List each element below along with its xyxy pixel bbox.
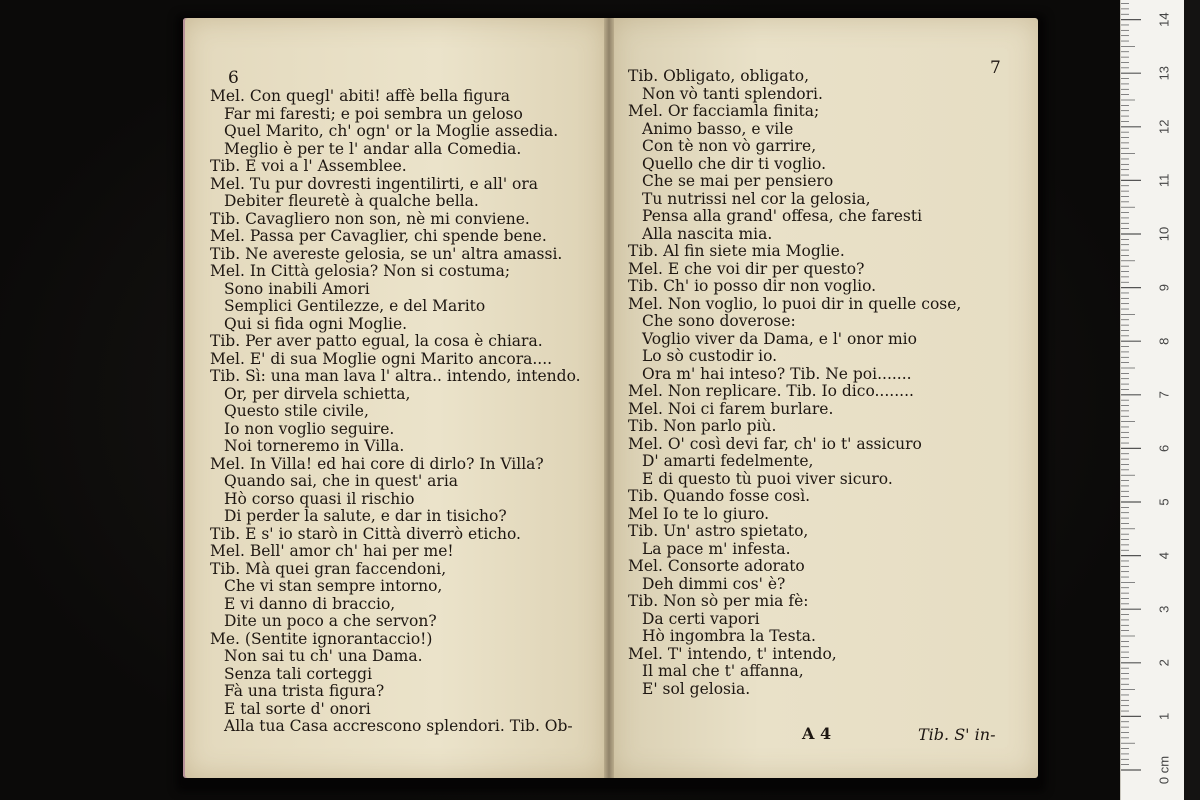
ruler-label: 4 xyxy=(1156,551,1172,560)
text-line: Che sono doverose: xyxy=(642,312,796,330)
text-line: Tib. Obligato, obligato, xyxy=(628,67,810,85)
text-line: Voglio viver da Dama, e l' onor mio xyxy=(642,329,917,348)
text-line: Mel. E che voi dir per questo? xyxy=(628,259,865,278)
ruler-label: 6 xyxy=(1156,444,1172,453)
text-line: Ora m' hai inteso? Tib. Ne poi....... xyxy=(642,364,912,383)
text-line: Tib. E voi a l' Assemblee. xyxy=(210,157,407,175)
text-line: Non sai tu ch' una Dama. xyxy=(224,647,423,665)
text-line: Tib. Sì: una man lava l' altra.. intendo, intendo. xyxy=(210,367,581,385)
text-line: Semplici Gentilezze, e del Marito xyxy=(224,297,486,315)
text-line: La pace m' infesta. xyxy=(642,539,791,558)
text-line: Mel. Passa per Cavaglier, chi spende bene. xyxy=(210,227,547,245)
book-gutter xyxy=(604,18,614,778)
text-line: Mel Io te lo giuro. xyxy=(628,504,770,523)
text-line: Me. (Sentite ignorantaccio!) xyxy=(210,629,433,648)
text-line: Alla tua Casa accrescono splendori. Tib. Ob- xyxy=(224,717,573,735)
signature-mark: A 4 xyxy=(802,724,832,743)
text-line: Che se mai per pensiero xyxy=(642,172,834,190)
text-line: Quello che dir ti voglio. xyxy=(642,154,827,173)
ruler-label: 5 xyxy=(1156,498,1172,506)
text-line: Noi torneremo in Villa. xyxy=(224,437,405,455)
text-line: Dite un poco a che servon? xyxy=(224,612,437,630)
ruler-label: 9 xyxy=(1156,283,1172,292)
text-line: Mel. T' intendo, t' intendo, xyxy=(628,644,837,663)
text-line: Lo sò custodir io. xyxy=(642,347,778,365)
text-line: Alla nascita mia. xyxy=(642,224,773,243)
text-line: Animo basso, e vile xyxy=(642,119,794,138)
text-line: Mel. Consorte adorato xyxy=(628,557,805,575)
ruler-label: 3 xyxy=(1156,605,1172,613)
text-line: Mel. In Città gelosia? Non si costuma; xyxy=(210,262,511,280)
right-page-text xyxy=(628,68,961,698)
text-line: Con tè non vò garrire, xyxy=(642,137,817,155)
text-line: Tib. Al fin siete mia Moglie. xyxy=(628,242,845,260)
text-line: Tib. Mà quei gran faccendoni, xyxy=(210,559,447,578)
text-line: Quando sai, che in quest' aria xyxy=(224,472,459,490)
text-line: Hò ingombra la Testa. xyxy=(642,627,816,645)
text-line: Tib. Ne avereste gelosia, se un' altra amassi. xyxy=(210,244,563,263)
text-line: Mel. Or facciamla finita; xyxy=(628,102,820,120)
ruler-label: 1 xyxy=(1156,712,1172,721)
ruler-label: 0 cm xyxy=(1156,755,1172,785)
text-line: Che vi stan sempre intorno, xyxy=(224,577,443,595)
text-line: Pensa alla grand' offesa, che faresti xyxy=(642,207,923,225)
text-line: Hò corso quasi il rischio xyxy=(224,489,415,508)
ruler-edge xyxy=(1184,0,1200,800)
text-line: Il mal che t' affanna, xyxy=(642,662,804,680)
ruler-label: 2 xyxy=(1156,659,1172,667)
text-line: Sono inabili Amori xyxy=(224,279,370,298)
ruler-scale xyxy=(1121,0,1185,800)
text-line: Mel. O' così devi far, ch' io t' assicuro xyxy=(628,434,922,453)
catchword: Tib. S' in- xyxy=(918,725,996,744)
ruler-label: 7 xyxy=(1156,391,1172,399)
ruler-label: 11 xyxy=(1156,173,1172,188)
text-line: Quel Marito, ch' ogn' or la Moglie assedia. xyxy=(224,122,559,140)
text-line: Fà una trista figura? xyxy=(224,682,385,700)
text-line: E' sol gelosia. xyxy=(642,679,751,698)
text-line: Qui si fida ogni Moglie. xyxy=(224,314,408,333)
left-page-text xyxy=(210,88,581,736)
text-line: E vi danno di braccio, xyxy=(224,594,396,613)
text-line: Mel. Non replicare. Tib. Io dico........ xyxy=(628,382,914,400)
text-line: Da certi vapori xyxy=(642,609,760,628)
text-line: Tu nutrissi nel cor la gelosia, xyxy=(642,189,871,208)
text-line: Tib. E s' io starò in Città diverrò eticho. xyxy=(210,524,521,543)
text-line: Far mi faresti; e poi sembra un geloso xyxy=(224,104,523,123)
text-line: Tib. Quando fosse così. xyxy=(628,487,811,505)
text-line: Tib. Non parlo più. xyxy=(628,417,777,435)
ruler-label: 10 xyxy=(1156,226,1172,242)
ruler-label: 14 xyxy=(1156,12,1172,27)
text-line: Mel. Non voglio, lo puoi dir in quelle cose, xyxy=(628,294,962,313)
text-line: Io non voglio seguire. xyxy=(224,419,395,438)
text-line: Debiter fleuretè à qualche bella. xyxy=(224,192,479,210)
text-line: Senza tali corteggi xyxy=(224,664,373,683)
text-line: Deh dimmi cos' è? xyxy=(642,574,786,593)
text-line: Tib. Ch' io posso dir non voglio. xyxy=(628,277,877,295)
left-page-number: 6 xyxy=(228,68,239,88)
text-line: Mel. Tu pur dovresti ingentilirti, e all' ora xyxy=(210,174,538,193)
text-line: Tib. Per aver patto egual, la cosa è chiara. xyxy=(210,332,543,350)
text-line: Mel. In Villa! ed hai core di dirlo? In Villa? xyxy=(210,454,544,473)
text-line: Questo stile civile, xyxy=(224,402,369,420)
text-line: Mel. E' di sua Moglie ogni Marito ancora.... xyxy=(210,349,553,368)
text-line: Mel. Noi ci farem burlare. xyxy=(628,399,834,418)
text-line: Tib. Cavagliero non son, nè mi conviene. xyxy=(210,209,530,228)
ruler-label: 12 xyxy=(1156,119,1172,135)
text-line: D' amarti fedelmente, xyxy=(642,452,814,470)
right-page-number: 7 xyxy=(990,58,1001,78)
text-line: Non vò tanti splendori. xyxy=(642,84,823,103)
text-line: Tib. Non sò per mia fè: xyxy=(628,592,809,610)
measuring-ruler xyxy=(1120,0,1185,800)
text-line: Or, per dirvela schietta, xyxy=(224,384,411,403)
text-line: Mel. Bell' amor ch' hai per me! xyxy=(210,542,454,560)
ruler-label: 13 xyxy=(1156,65,1172,81)
text-line: Tib. Un' astro spietato, xyxy=(628,522,809,540)
text-line: Meglio è per te l' andar alla Comedia. xyxy=(224,139,522,158)
ruler-label: 8 xyxy=(1156,337,1172,345)
text-line: Di perder la salute, e dar in tisicho? xyxy=(224,507,507,525)
text-line: E tal sorte d' onori xyxy=(224,699,371,718)
text-line: Mel. Con quegl' abiti! affè bella figura xyxy=(210,87,510,105)
text-line: E di questo tù puoi viver sicuro. xyxy=(642,469,893,488)
